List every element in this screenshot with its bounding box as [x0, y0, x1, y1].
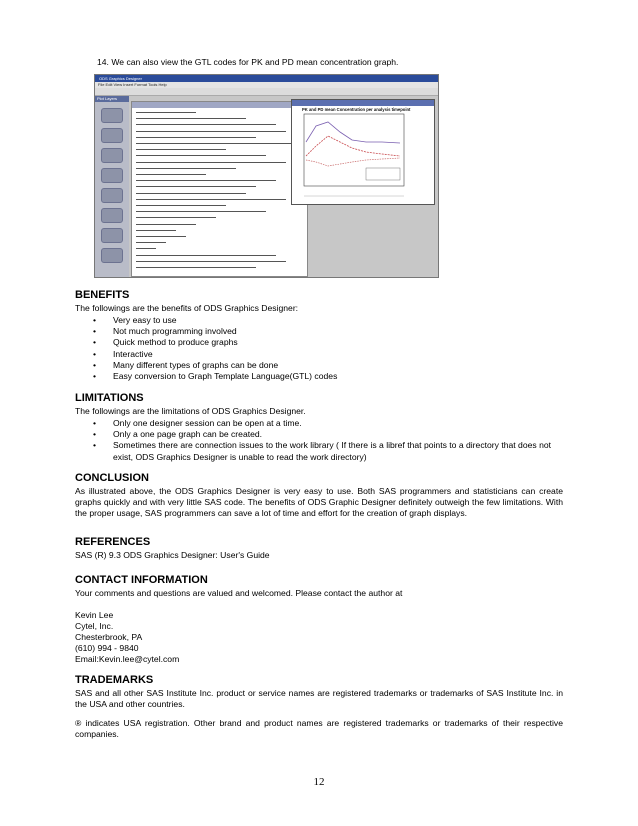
code-line [136, 267, 256, 268]
contact-name: Kevin Lee [75, 610, 114, 620]
code-line [136, 186, 256, 187]
left-panel-header: Plot Layers [95, 96, 129, 102]
screenshot-window-title: ODS Graphics Designer [99, 76, 142, 81]
pk-pd-line-graph [292, 112, 434, 212]
list-item: • Interactive [75, 349, 337, 360]
plot-layer-icon [101, 208, 123, 223]
list-item: • Only a one page graph can be created. [75, 429, 565, 440]
references-heading: REFERENCES [75, 536, 151, 548]
contact-intro: Your comments and questions are valued and welcomed. Please contact the author at [75, 588, 403, 598]
benefits-list [75, 315, 337, 382]
code-line [136, 261, 286, 262]
code-line [136, 217, 216, 218]
conclusion-heading: CONCLUSION [75, 472, 149, 484]
code-line [136, 168, 236, 169]
limitations-heading: LIMITATIONS [75, 392, 144, 404]
step-14-text: 14. We can also view the GTL codes for PK and PD mean concentration graph. [97, 57, 399, 67]
plot-layer-icon [101, 168, 123, 183]
code-line [136, 162, 286, 163]
plot-layer-icon [101, 148, 123, 163]
code-line [136, 199, 286, 200]
contact-heading: CONTACT INFORMATION [75, 574, 208, 586]
plot-layer-icon [101, 188, 123, 203]
code-line [136, 193, 246, 194]
screenshot-toolbar [95, 88, 438, 96]
contact-company: Cytel, Inc. [75, 621, 114, 631]
code-line [136, 248, 156, 249]
code-line [136, 112, 196, 113]
code-line [136, 205, 226, 206]
limitations-list [75, 418, 565, 463]
limitations-intro: The followings are the limitations of ODS Graphics Designer. [75, 406, 306, 416]
gtl-code-window [131, 101, 308, 277]
plot-layer-icon [101, 228, 123, 243]
contact-email: Email:Kevin.lee@cytel.com [75, 654, 180, 664]
screenshot-left-panel [95, 96, 129, 277]
plot-layer-icon [101, 108, 123, 123]
code-line [136, 124, 276, 125]
plot-layer-icon [101, 248, 123, 263]
code-line [136, 230, 176, 231]
code-line [136, 255, 276, 256]
code-line [136, 180, 276, 181]
code-line [136, 236, 186, 237]
trademarks-heading: TRADEMARKS [75, 674, 154, 686]
references-text: SAS (R) 9.3 ODS Graphics Designer: User's Guide [75, 550, 270, 560]
trademarks-text-2: ® indicates USA registration. Other brand and product names are registered trademarks or trademarks of their respective companies. [75, 718, 563, 739]
conclusion-text: As illustrated above, the ODS Graphics Designer is very easy to use. Both SAS programmers and statisticians can create graphs quickly and with very little SAS code. The benefits of ODS Graphic Designer definitely outweigh the few limitations. With the proper usage, SAS programmers can save a lot of time and effort for the creation of graph displays. [75, 486, 563, 518]
trademarks-text-1: SAS and all other SAS Institute Inc. product or service names are registered trademarks or trademarks of SAS Institute Inc. in the USA and other countries. [75, 688, 563, 709]
code-line [136, 224, 196, 225]
list-item: • Quick method to produce graphs [75, 337, 337, 348]
benefits-heading: BENEFITS [75, 289, 130, 301]
graph-legend [366, 168, 400, 180]
ods-designer-screenshot [94, 74, 439, 278]
code-line [136, 143, 296, 144]
screenshot-menubar: File Edit View Insert Format Tools Help [95, 82, 438, 88]
list-item: • Very easy to use [75, 315, 337, 326]
graph-window-header [292, 100, 434, 106]
list-item: • Sometimes there are connection issues to the work library ( If there is a libref that points to a directory that does not exist, ODS Graphics Designer is unable to read the work directory) [75, 440, 565, 462]
code-line [136, 118, 246, 119]
graph-title: PK and PD mean Concentration per analysis timepoint [302, 107, 411, 112]
plot-layer-icon [101, 128, 123, 143]
graph-preview-window [291, 99, 435, 205]
contact-location: Chesterbrook, PA [75, 632, 143, 642]
screenshot-titlebar [95, 75, 438, 82]
list-item: • Many different types of graphs can be done [75, 360, 337, 371]
code-line [136, 155, 266, 156]
code-line [136, 211, 266, 212]
code-window-header [132, 102, 307, 108]
list-item: • Not much programming involved [75, 326, 337, 337]
list-item: • Easy conversion to Graph Template Language(GTL) codes [75, 371, 337, 382]
contact-block [75, 610, 563, 665]
code-line [136, 149, 226, 150]
code-line [136, 137, 256, 138]
benefits-intro: The followings are the benefits of ODS Graphics Designer: [75, 303, 299, 313]
code-line [136, 174, 206, 175]
page-number: 12 [313, 776, 325, 788]
code-line [136, 131, 286, 132]
contact-phone: (610) 994 - 9840 [75, 643, 139, 653]
list-item: • Only one designer session can be open at a time. [75, 418, 565, 429]
code-line [136, 242, 166, 243]
